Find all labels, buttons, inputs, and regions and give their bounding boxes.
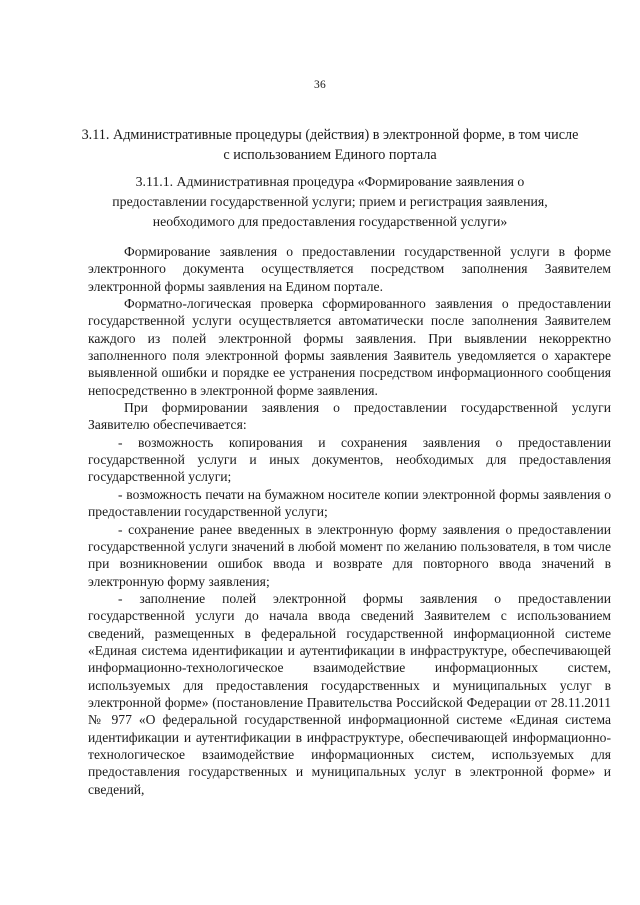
section-heading-line: 3.11. Административные процедуры (действия) в электронной форме, в том числе [81,127,579,143]
subsection-heading-line: необходимого для предоставления государственной услуги» [152,214,508,229]
subsection-heading [100,172,560,232]
paragraph: Формирование заявления о предоставлении государственной услуги в форме электронного документа осуществляется посредством заполнения Заявителем электронной формы заявления на Едином портале. [88,244,611,294]
section-heading [80,125,580,165]
list-item: - возможность печати на бумажном носителе копии электронной формы заявления о предоставлении государственной услуги; [88,486,611,520]
section-heading-line: с использованием Единого портала [223,147,437,163]
body-text [88,243,611,798]
list-item: - сохранение ранее введенных в электронную форму заявления о предоставлении государственной услуги значений в любой момент по желанию пользователя, в том числе при возникновении ошибок ввода и возврате для повторного ввода значений в электронную форму заявления; [88,521,611,589]
subsection-heading-line: 3.11.1. Административная процедура «Формирование заявления о [135,174,525,189]
paragraph: При формировании заявления о предоставлении государственной услуги Заявителю обеспечивается: [88,400,611,433]
page-number: 36 [313,79,327,91]
subsection-heading-line: предоставлении государственной услуги; прием и регистрация заявления, [112,194,548,209]
list-item: - заполнение полей электронной формы заявления о предоставлении государственной услуги до начала ввода сведений Заявителем с использованием сведений, размещенных в федеральной государственной информационной системе «Единая система идентификации и аутентификации в инфраструктуре, обеспечивающей информационно-технологическое взаимодействие информационных систем, используемых для предоставления государственных и муниципальных услуг в электронной форме» (постановление Правительства Российской Федерации от 28.11.2011 № 977 «О федеральной государственной информационной системе «Единая система идентификации и аутентификации в инфраструктуре, обеспечивающей информационно-технологическое взаимодействие информационных систем, используемых для предоставления государственных и муниципальных услуг в электронной форме» и сведений, [88,590,611,797]
list-item: - возможность копирования и сохранения заявления о предоставлении государственной услуги и иных документов, необходимых для предоставления государственной услуги; [88,434,611,485]
paragraph: Форматно-логическая проверка сформированного заявления о предоставлении государственной услуги осуществляется автоматически после заполнения Заявителем каждого из полей электронной формы заявления. При выявлении некорректно заполненного поля электронной формы заявления Заявитель уведомляется о характере выявленной ошибки и порядке ее устранения посредством информационного сообщения непосредственно в электронной форме заявления. [88,296,611,398]
